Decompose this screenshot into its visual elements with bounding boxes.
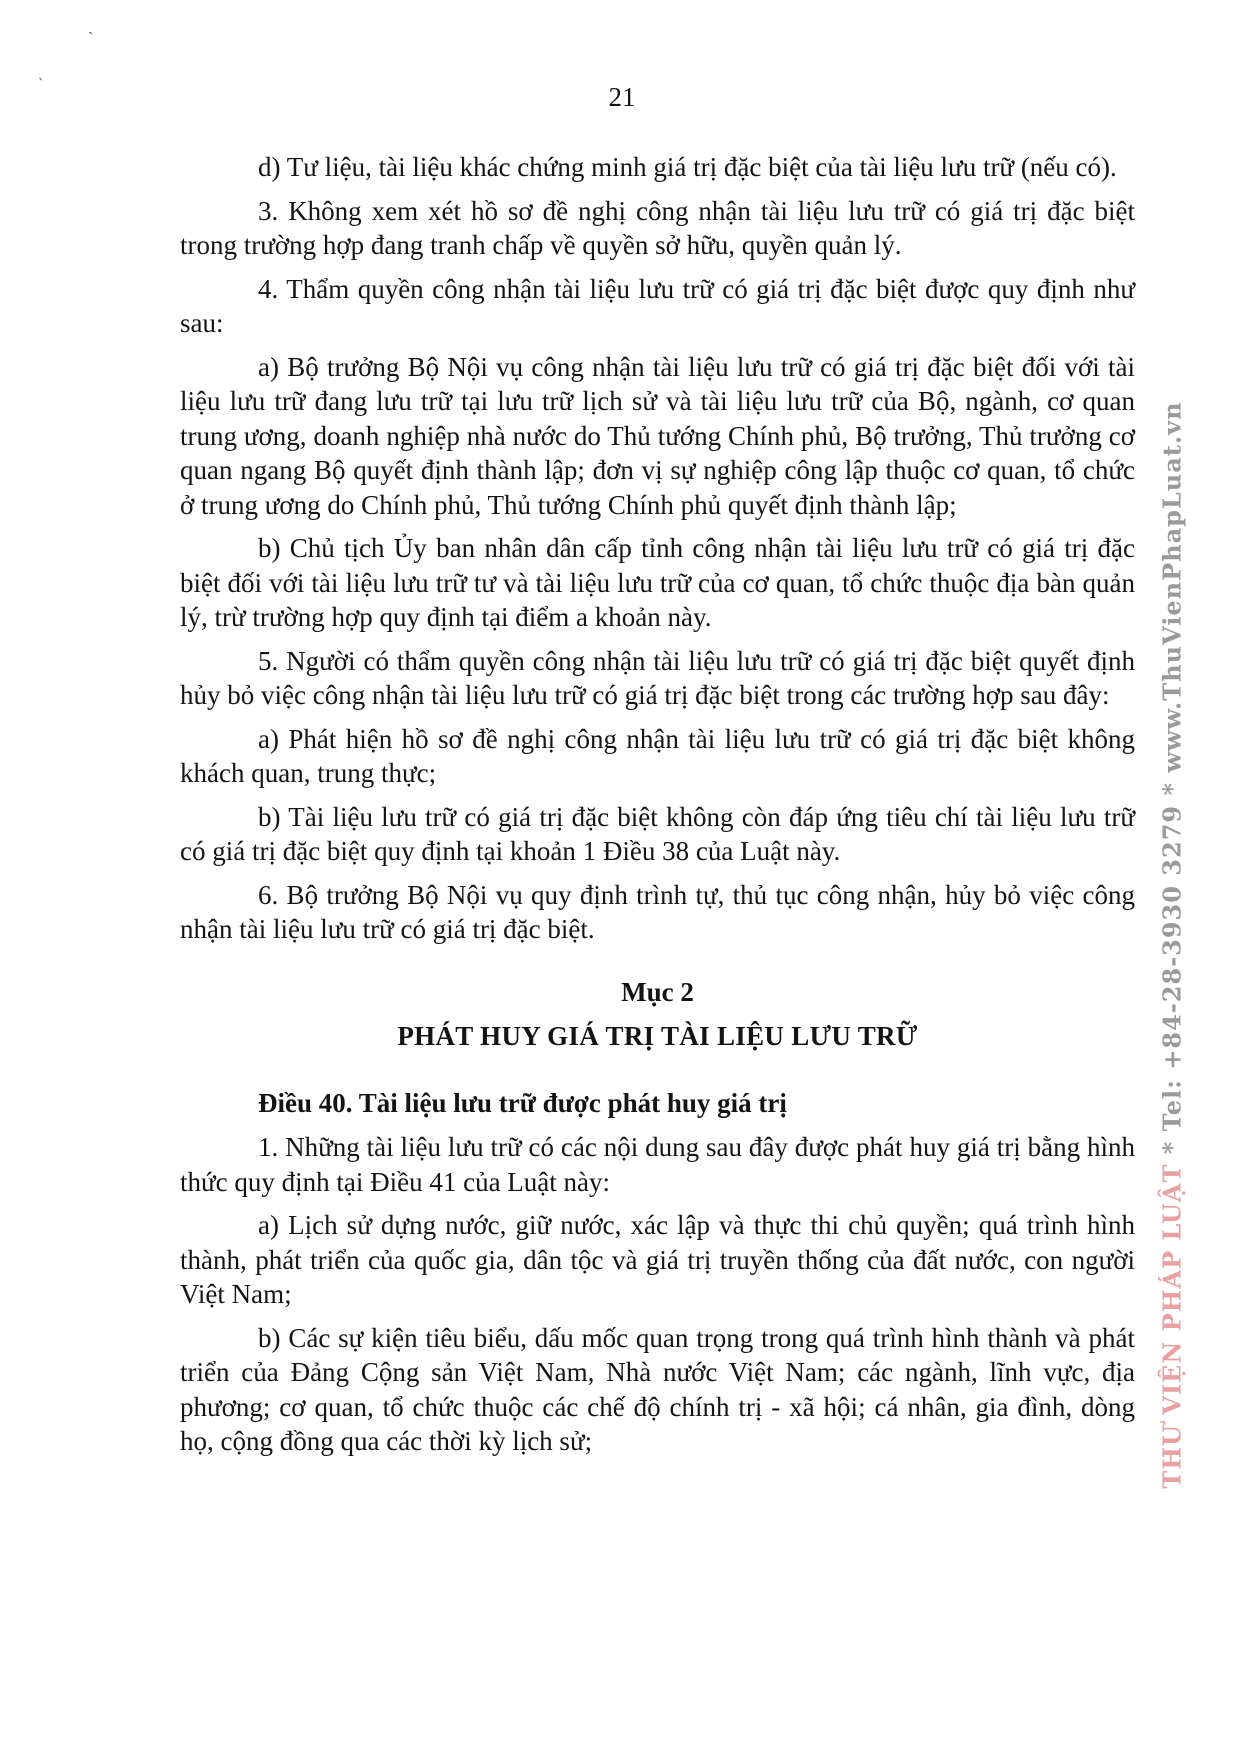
paragraph: a) Lịch sử dựng nước, giữ nước, xác lập và thực thi chủ quyền; quá trình hình thành, phát triển của quốc gia, dân tộc và giá trị truyền thống của đất nước, con người Việt Nam; xyxy=(180,1210,1135,1309)
scan-speck: ˋ xyxy=(38,76,44,93)
paragraph: 5. Người có thẩm quyền công nhận tài liệu lưu trữ có giá trị đặc biệt quyết định hủy bỏ việc công nhận tài liệu lưu trữ có giá trị đặc biệt trong các trường hợp sau đây: xyxy=(180,645,1135,710)
article-title: Điều 40. Tài liệu lưu trữ được phát huy giá trị xyxy=(258,1087,787,1118)
watermark xyxy=(1158,401,1187,1488)
paragraph: b) Chủ tịch Ủy ban nhân dân cấp tỉnh công nhận tài liệu lưu trữ có giá trị đặc biệt đối với tài liệu lưu trữ tư và tài liệu lưu trữ của cơ quan, tổ chức thuộc địa bàn quản lý, trừ trường hợp quy định tại điểm a khoản này. xyxy=(180,533,1135,632)
scan-speck: ˋ xyxy=(88,30,94,47)
paragraph: 3. Không xem xét hồ sơ đề nghị công nhận tài liệu lưu trữ có giá trị đặc biệt trong trường hợp đang tranh chấp về quyền sở hữu, quyền quản lý. xyxy=(180,195,1135,260)
paragraph: b) Các sự kiện tiêu biểu, dấu mốc quan trọng trong quá trình hình thành và phát triển của Đảng Cộng sản Việt Nam, Nhà nước Việt Nam; các ngành, lĩnh vực, địa phương; cơ quan, tổ chức thuộc các chế độ chính trị - xã hội; cá nhân, gia đình, dòng họ, cộng đồng qua các thời kỳ lịch sử; xyxy=(180,1322,1135,1456)
paragraph: 4. Thẩm quyền công nhận tài liệu lưu trữ có giá trị đặc biệt được quy định như sau: xyxy=(180,273,1135,338)
paragraph: 6. Bộ trưởng Bộ Nội vụ quy định trình tự, thủ tục công nhận, hủy bỏ việc công nhận tài liệu lưu trữ có giá trị đặc biệt. xyxy=(180,879,1135,944)
watermark-brand: THƯ VIỆN PHÁP LUẬT xyxy=(1157,1163,1187,1489)
section-title: PHÁT HUY GIÁ TRỊ TÀI LIỆU LƯU TRỮ xyxy=(397,1021,918,1051)
paragraph: 1. Những tài liệu lưu trữ có các nội dung sau đây được phát huy giá trị bằng hình thức quy định tại Điều 41 của Luật này: xyxy=(180,1132,1135,1197)
section-label: Mục 2 xyxy=(621,976,694,1007)
watermark-contact: * Tel: +84-28-3930 3279 * www.ThuVienPhapLuat.vn xyxy=(1157,401,1187,1164)
page-number: 21 xyxy=(608,82,636,112)
document-body xyxy=(180,150,1135,1468)
paragraph: a) Bộ trưởng Bộ Nội vụ công nhận tài liệu lưu trữ có giá trị đặc biệt đối với tài liệu lưu trữ đang lưu trữ tại lưu trữ lịch sử và tài liệu lưu trữ của Bộ, ngành, cơ quan trung ương, doanh nghiệp nhà nước do Thủ tướng Chính phủ, Bộ trưởng, Thủ trưởng cơ quan ngang Bộ quyết định thành lập; đơn vị sự nghiệp công lập thuộc cơ quan, tổ chức ở trung ương do Chính phủ, Thủ tướng Chính phủ quyết định thành lập; xyxy=(180,351,1135,520)
paragraph: d) Tư liệu, tài liệu khác chứng minh giá trị đặc biệt của tài liệu lưu trữ (nếu có). xyxy=(258,152,1117,182)
paragraph: b) Tài liệu lưu trữ có giá trị đặc biệt không còn đáp ứng tiêu chí tài liệu lưu trữ có giá trị đặc biệt quy định tại khoản 1 Điều 38 của Luật này. xyxy=(180,801,1135,866)
paragraph: a) Phát hiện hồ sơ đề nghị công nhận tài liệu lưu trữ có giá trị đặc biệt không khách quan, trung thực; xyxy=(180,723,1135,788)
